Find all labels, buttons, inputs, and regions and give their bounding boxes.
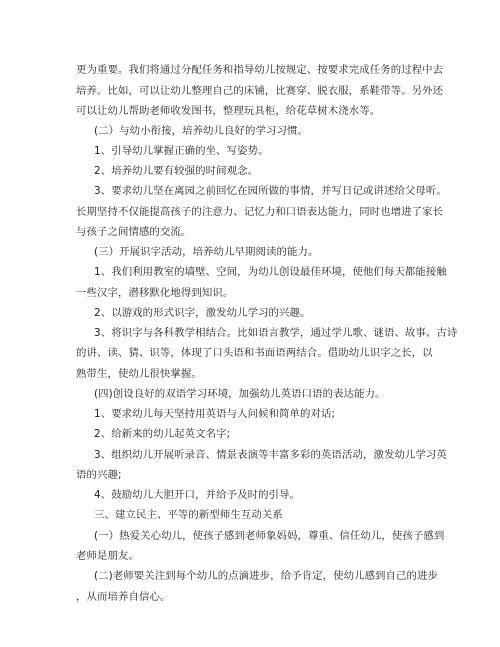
list-item: 1、我们利用教室的墙壁、空间，为幼儿创设最佳环境，使他们每天都能接触	[94, 266, 447, 278]
paragraph-line: 老师是朋友。	[76, 550, 139, 562]
section-heading: (二）与幼小衔接，培养幼儿良好的学习习惯。	[94, 125, 308, 137]
section-heading: (四)创设良好的双语学习环境，加强幼儿英语口语的表达能力。	[94, 388, 386, 400]
paragraph-line: 语的兴趣;	[76, 469, 122, 481]
section-heading: (三）开展识字活动，培养幼儿早期阅读的能力。	[94, 246, 319, 258]
paragraph-line: 与孩子之间情感的交流。	[76, 226, 192, 238]
paragraph-line: 培养。比如，可以让幼儿整理自己的床铺，比赛穿、脱衣服，系鞋带等。另外还	[76, 85, 444, 97]
list-item: 2、以游戏的形式识字，激发幼儿学习的兴趣。	[94, 307, 311, 319]
list-item: (二)老师要关注到每个幼儿的点滴进步，给予肯定，使幼儿感到自己的进步	[94, 570, 439, 582]
paragraph-line: 长期坚持不仅能提高孩子的注意力、记忆力和口语表达能力，同时也增进了家长	[76, 206, 444, 218]
list-item: 1、引导幼儿掌握正确的坐、写姿势。	[94, 145, 269, 157]
paragraph-line: 可以让幼儿帮助老师收发图书，整理玩具柜，给花草树木浇水等。	[76, 105, 381, 117]
list-item: (一）热爱关心幼儿，使孩子感到老师象妈妈，尊重、信任幼儿，使孩子感到	[94, 530, 445, 542]
list-item: 3、将识字与各科教学相结合。比如语言教学，通过学儿歌、谜语、故事、古诗	[94, 327, 458, 339]
paragraph-line: 的讲、读、猜、识等，体现了口头语和书面语两结合。借助幼儿识字之长，以	[76, 347, 433, 359]
list-item: 3、要求幼儿坚在离园之前回忆在园所做的事情，并写日记或讲述给父母听。	[94, 185, 447, 197]
list-item: 2、培养幼儿要有较强的时间观念。	[94, 165, 259, 177]
list-item: 3、组织幼儿开展听录音、情景表演等丰富多彩的英语活动，激发幼儿学习英	[94, 449, 447, 461]
paragraph-line: ，从而培养自信心。	[76, 591, 171, 603]
section-heading: 三、建立民主、平等的新型师生互动关系	[94, 509, 283, 521]
paragraph-line: 一些汉字，潜移默化地得到知识。	[76, 287, 234, 299]
list-item: 2、给新来的幼儿起英文名字;	[94, 428, 231, 440]
list-item: 1、要求幼儿每天坚持用英语与人问候和简单的对话;	[94, 408, 336, 420]
paragraph-line: 更为重要。我们将通过分配任务和指导幼儿按规定、按要求完成任务的过程中去	[76, 64, 444, 76]
list-item: 4、鼓励幼儿大胆开口，并给予及时的引导。	[94, 489, 301, 501]
paragraph-line: 熟带生，使幼儿很快掌握。	[76, 368, 202, 380]
